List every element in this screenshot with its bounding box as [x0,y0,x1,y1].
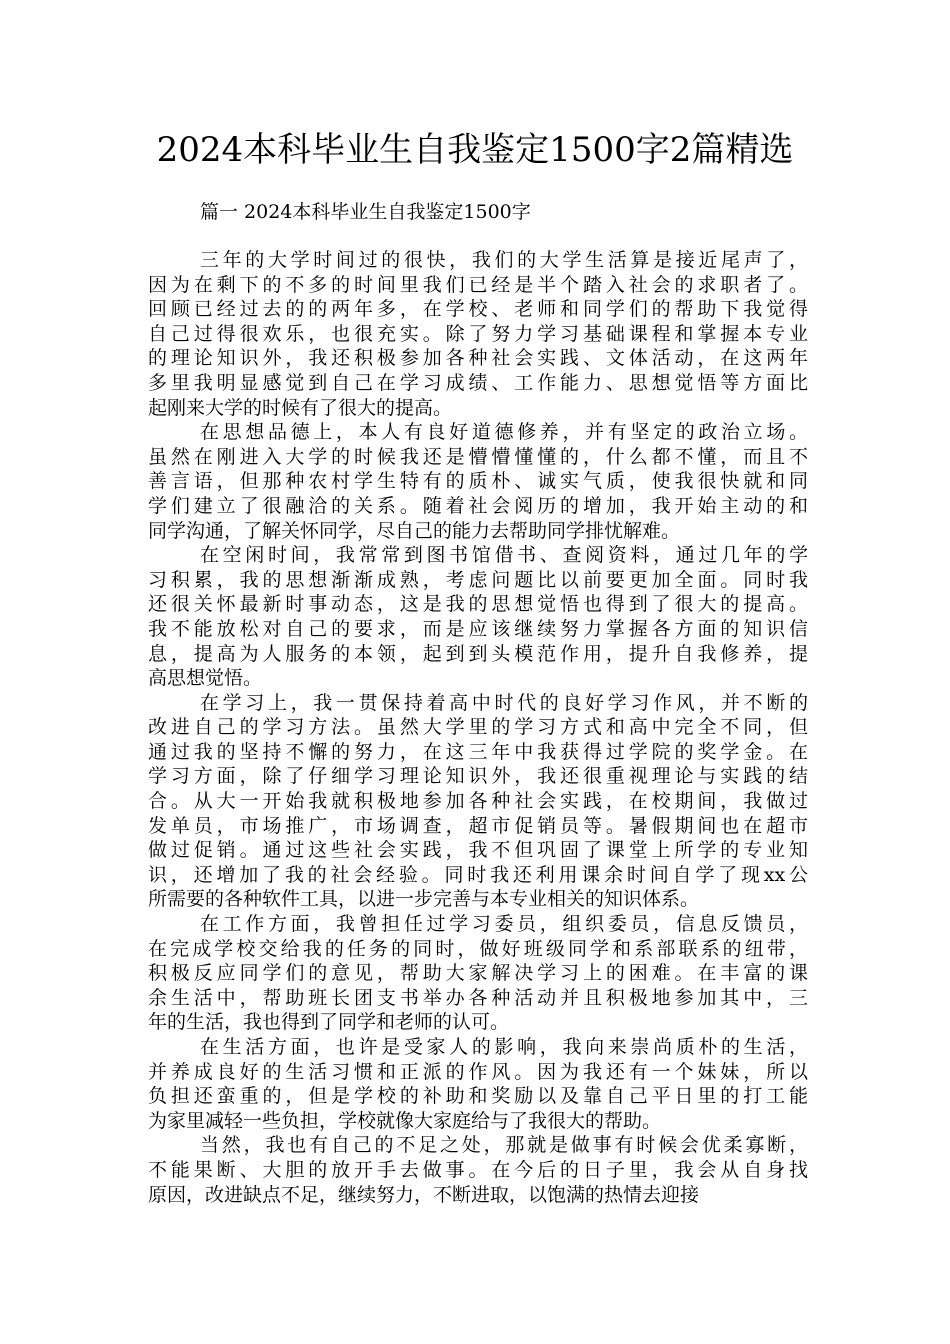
paragraph-line: 虽然在刚进入大学的时候我还是懵懵懂懂的，什么都不懂，而且不 [148,445,808,468]
paragraph-line: 高思想觉悟。 [148,667,263,690]
paragraph-line: 因为在剩下的不多的时间里我们已经是半个踏入社会的求职者了。 [148,273,808,296]
paragraph-line: 多里我明显感觉到自己在学习成绩、工作能力、思想觉悟等方面比 [148,371,808,394]
paragraph-line: 的理论知识外，我还积极参加各种社会实践、文体活动，在这两年 [148,347,808,370]
paragraph-line: 余生活中，帮助班长团支书举办各种活动并且积极地参加其中，三 [148,986,808,1009]
paragraph-line: 通过我的坚持不懈的努力，在这三年中我获得过学院的奖学金。在 [148,740,808,763]
paragraph-line: 并养成良好的生活习惯和正派的作风。因为我还有一个妹妹，所以 [148,1060,808,1083]
article-subtitle: 篇一 2024本科毕业生自我鉴定1500字 [200,201,531,223]
paragraph-line: 原因，改进缺点不足，继续努力，不断进取，以饱满的热情去迎接 [148,1183,700,1206]
paragraph-line: 年的生活，我也得到了同学和老师的认可。 [148,1011,510,1034]
document-body [148,248,808,1207]
paragraph-line: 我不能放松对自己的要求，而是应该继续努力掌握各方面的知识信 [148,617,808,640]
paragraph-line: 起刚来大学的时候有了很大的提高。 [148,396,453,419]
paragraph-line: 在生活方面，也许是受家人的影响，我向来崇尚质朴的生活， [200,1036,808,1058]
paragraph-line: 当然，我也有自己的不足之处，那就是做事有时候会优柔寡断， [200,1134,808,1157]
paragraph [148,1133,808,1207]
paragraph-line: 在空闲时间，我常常到图书馆借书、查阅资料，通过几年的学 [200,544,808,567]
paragraph-line: 还很关怀最新时事动态，这是我的思想觉悟也得到了很大的提高。 [148,593,808,616]
paragraph-line: 合。从大一开始我就积极地参加各种社会实践，在校期间，我做过 [148,790,808,813]
paragraph-line: 改进自己的学习方法。虽然大学里的学习方式和高中完全不同，但 [148,716,808,739]
document-title: 2024本科毕业生自我鉴定1500字2篇精选 [156,130,794,170]
paragraph-line: 识，还增加了我的社会经验。同时我还利用课余时间自学了现xx公 [148,863,808,886]
paragraph-line: 做过促销。通过这些社会实践，我不但巩固了课堂上所学的专业知 [148,839,808,862]
paragraph [148,691,808,912]
paragraph-line: 在思想品德上，本人有良好道德修养，并有坚定的政治立场。 [200,421,808,444]
paragraph-line: 三年的大学时间过的很快，我们的大学生活算是接近尾声了， [200,249,808,271]
paragraph-line: 善言语，但那种农村学生特有的质朴、诚实气质，使我很快就和同 [148,470,808,493]
paragraph [148,420,808,543]
paragraph [148,543,808,691]
paragraph [148,1035,808,1133]
paragraph-line: 学们建立了很融洽的关系。随着社会阅历的增加，我开始主动的和 [148,494,808,517]
paragraph-line: 习积累，我的思想渐渐成熟，考虑问题比以前要更加全面。同时我 [148,568,808,591]
paragraph-line: 发单员，市场推广，市场调查，超市促销员等。暑假期间也在超市 [148,814,808,837]
paragraph-line: 自己过得很欢乐，也很充实。除了努力学习基础课程和掌握本专业 [148,322,808,345]
paragraph-line: 负担还蛮重的，但是学校的补助和奖励以及靠自己平日里的打工能 [148,1085,808,1108]
paragraph-line: 息，提高为人服务的本领，起到到头模范作用，提升自我修养，提 [148,642,808,665]
paragraph-line: 不能果断、大胆的放开手去做事。在今后的日子里，我会从自身找 [148,1158,808,1181]
paragraph-line: 学习方面，除了仔细学习理论知识外，我还很重视理论与实践的结 [148,765,808,788]
paragraph-line: 积极反应同学们的意见，帮助大家解决学习上的困难。在丰富的课 [148,962,808,985]
paragraph-line: 在学习上，我一贯保持着高中时代的良好学习作风，并不断的 [200,691,808,714]
paragraph-line: 在完成学校交给我的任务的同时，做好班级同学和系部联系的纽带， [148,937,808,960]
paragraph [148,248,808,420]
paragraph-line: 所需要的各种软件工具，以进一步完善与本专业相关的知识体系。 [148,888,700,911]
paragraph-line: 为家里减轻一些负担，学校就像大家庭给与了我很大的帮助。 [148,1109,662,1132]
paragraph-line: 在工作方面，我曾担任过学习委员，组织委员，信息反馈员， [200,913,808,936]
paragraph-line: 同学沟通，了解关怀同学，尽自己的能力去帮助同学排忧解难。 [148,519,681,542]
paragraph-line: 回顾已经过去的的两年多，在学校、老师和同学们的帮助下我觉得 [148,298,808,321]
paragraph [148,912,808,1035]
